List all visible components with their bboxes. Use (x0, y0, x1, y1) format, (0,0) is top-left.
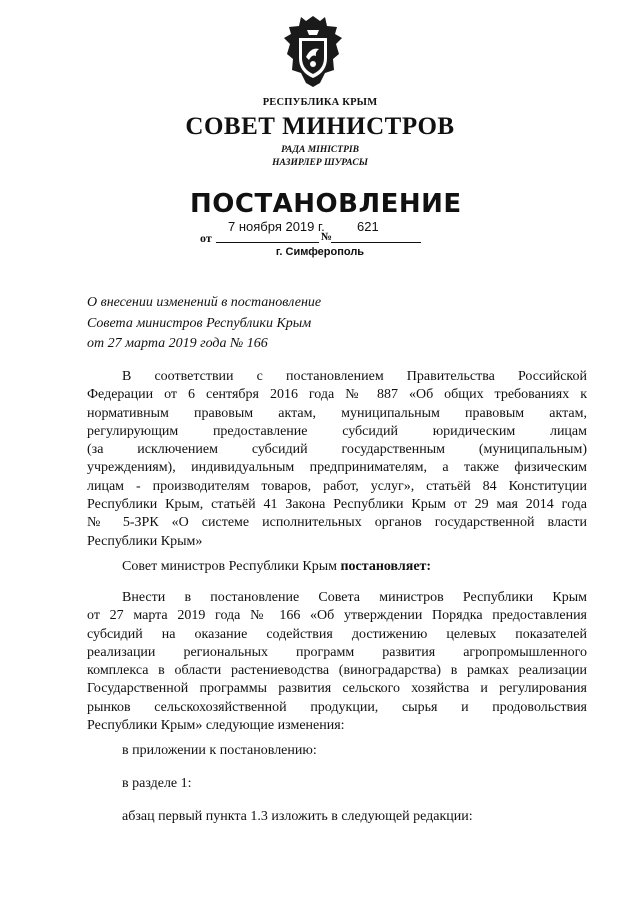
preamble-paragraph (87, 368, 587, 551)
text-line: лицам - производителям товаров, работ, услуг», статьёй 84 Конституции (87, 478, 587, 494)
text-line: рынков сельскохозяйственной продукции, сырья и продовольствия (87, 699, 587, 715)
date-underline (216, 242, 319, 243)
crimea-coat-of-arms (281, 14, 345, 90)
text-line: комплекса в области растениеводства (виноградарства) в рамках реализации (87, 663, 587, 679)
document-subject (87, 293, 321, 355)
document-city: г. Симферополь (275, 246, 365, 258)
text-line: учреждениям), индивидуальным предпринимателям, а также физическим (87, 460, 587, 476)
document-type-title: ПОСТАНОВЛЕНИЕ (190, 189, 462, 219)
text-line: реализации региональных программ развития агропромышленного (87, 644, 587, 660)
resolution-subject: Совет министров Республики Крым (122, 559, 341, 574)
date-label: от (200, 231, 212, 245)
text-line: В соответствии с постановлением Правительства Российской (122, 369, 587, 384)
text-line: от 27 марта 2019 года № 166 «Об утверждении Порядка предоставления (87, 608, 587, 624)
text-line: Республики Крым, статьёй 41 Закона Республики Крым от 29 мая 2014 года (87, 497, 587, 513)
text-line: нормативным правовым актам, муниципальным правовым актам, (87, 405, 587, 421)
text-line: Республики Крым» следующие изменения: (87, 718, 345, 734)
item-paragraph: абзац первый пункта 1.3 изложить в следующей редакции: (122, 809, 473, 824)
text-line: субсидий на оказание содействия достижению целевых показателей (87, 626, 587, 642)
number-underline (331, 242, 421, 243)
amendment-paragraph (87, 589, 587, 735)
item-appendix: в приложении к постановлению: (122, 743, 317, 758)
document-number: 621 (357, 219, 379, 234)
text-line: Республики Крым» (87, 533, 203, 549)
subject-line: от 27 марта 2019 года № 166 (87, 336, 268, 351)
council-name-crimean-tatar: НАЗИРЛЕР ШУРАСЫ (272, 158, 368, 168)
resolution-statement (87, 558, 587, 576)
republic-name: РЕСПУБЛИКА КРЫМ (262, 97, 378, 108)
resolution-verb: постановляет: (340, 559, 432, 574)
document-date: 7 ноября 2019 г. (228, 219, 325, 234)
text-line: регулирующим предоставление субсидий юридическим лицам (87, 423, 587, 439)
subject-line: О внесении изменений в постановление (87, 295, 322, 310)
council-name-ukrainian: РАДА МІНІСТРІВ (281, 145, 359, 155)
number-label: № (321, 231, 333, 243)
council-name: СОВЕТ МИНИСТРОВ (185, 113, 455, 140)
text-line: Федерации от 6 сентября 2016 года № 887 «Об общих требованиях к (87, 387, 587, 403)
subject-line: Совета министров Республики Крым (87, 315, 312, 331)
text-line: (за исключением субсидий государственным (муниципальным) (87, 442, 587, 458)
item-section: в разделе 1: (122, 776, 192, 791)
text-line: Внести в постановление Совета министров Республики Крым (122, 590, 587, 605)
text-line: Государственной программы развития сельского хозяйства и регулирования (87, 681, 587, 697)
text-line: № 5-ЗРК «О системе исполнительных органов государственной власти (87, 515, 587, 531)
